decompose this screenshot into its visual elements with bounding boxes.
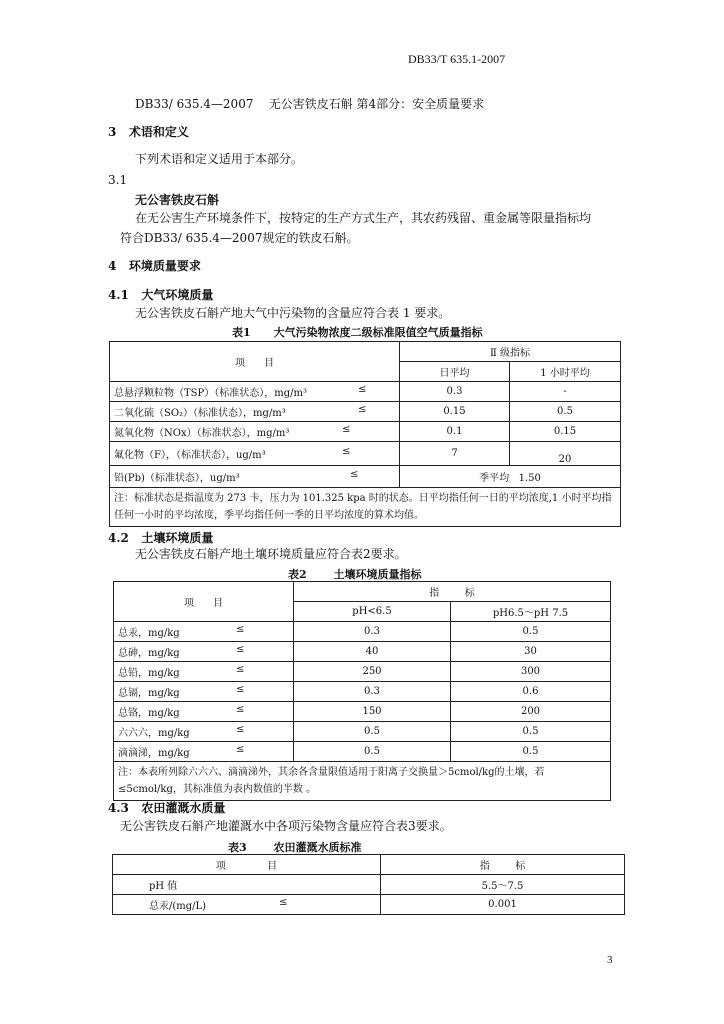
section-4-3-heading: 4.3 农田灌溉水质量 <box>108 801 226 815</box>
section-3-heading: 3 术语和定义 <box>108 125 189 139</box>
table-1-row-item: 总悬浮颗粒物（TSP）（标准状态），mg/m³ ≤ <box>110 382 400 402</box>
table-row <box>114 662 611 682</box>
table-2-note: 注：本表所列除六六六、滴滴涕外，其余各含量限值适用于阳离子交换量＞5cmol/kg的土壤，若≤5cmol/kg，其标准值为表内数值的半数 。 <box>114 762 611 801</box>
table-1 <box>109 341 621 527</box>
table-3-row-value: 0.001 <box>381 895 625 915</box>
table-1-row-item: 氮氧化物（NOx）（标准状态），mg/m³ ≤ <box>110 422 400 442</box>
table-1-head-level: Ⅱ 级指标 <box>400 342 621 362</box>
table-3-head-item: 项 目 <box>113 855 381 875</box>
table-2-row-item: 总镉，mg/kg ≤ <box>114 682 294 702</box>
table-row <box>113 895 625 915</box>
table-1-row-hourly: 20 <box>510 442 621 466</box>
table-2-row-value-low: 0.3 <box>294 682 451 702</box>
section-4-3-intro: 无公害铁皮石斛产地灌溉水中各项污染物含量应符合表3要求。 <box>120 819 452 833</box>
section-4-1-heading: 4.1 大气环境质量 <box>108 288 214 302</box>
table-row <box>110 422 621 442</box>
table-row <box>114 642 611 662</box>
table-2-row-value-low: 150 <box>294 702 451 722</box>
table-2-row-value-mid: 0.5 <box>451 722 611 742</box>
table-1-caption: 表1 大气污染物浓度二级标准限值空气质量指标 <box>232 326 483 339</box>
table-3-row-item: 总汞/(mg/L) ≤ <box>113 895 381 915</box>
section-3-intro: 下列术语和定义适用于本部分。 <box>135 152 304 166</box>
section-3-1-definition-line1: 在无公害生产环境条件下，按特定的生产方式生产，其农药残留、重金属等限量指标均 <box>135 211 592 225</box>
table-2-row-value-mid: 0.5 <box>451 622 611 642</box>
table-1-row-item: 氟化物（F），（标准状态），ug/m³ ≤ <box>110 442 400 466</box>
table-1-head-hourly: 1 小时平均 <box>510 362 621 382</box>
table-row <box>114 722 611 742</box>
table-3-head-index: 指 标 <box>381 855 625 875</box>
table-2-head-ph-low: pH<6.5 <box>294 602 451 622</box>
table-row <box>110 442 621 466</box>
table-2-row-item: 滴滴涕，mg/kg ≤ <box>114 742 294 762</box>
table-1-head-item: 项 目 <box>110 342 400 382</box>
table-2-row-value-mid: 0.6 <box>451 682 611 702</box>
table-2-row-item: 六六六，mg/kg ≤ <box>114 722 294 742</box>
table-2-row-value-mid: 300 <box>451 662 611 682</box>
table-2-row-item: 总铅，mg/kg ≤ <box>114 662 294 682</box>
header-code: DB33/T 635.1-2007 <box>408 52 506 66</box>
section-4-2-heading: 4.2 土壤环境质量 <box>108 531 214 545</box>
table-2-head-ph-mid: pH6.5～pH 7.5 <box>451 602 611 622</box>
table-2-caption: 表2 土壤环境质量指标 <box>288 568 422 581</box>
table-1-row-daily: 0.15 <box>400 402 510 422</box>
table-2-row-value-low: 0.5 <box>294 742 451 762</box>
table-row <box>114 702 611 722</box>
table-row <box>113 875 625 895</box>
table-row <box>114 622 611 642</box>
table-2-head-index: 指 标 <box>294 582 611 602</box>
table-3-row-item: pH 值 <box>113 875 381 895</box>
table-2-row-value-mid: 30 <box>451 642 611 662</box>
section-3-1-number: 3.1 <box>108 173 128 187</box>
table-1-row-daily: 7 <box>400 442 510 466</box>
page-number: 3 <box>607 954 613 966</box>
table-2-row-value-low: 0.3 <box>294 622 451 642</box>
table-2-head-item: 项 目 <box>114 582 294 622</box>
table-3-row-value: 5.5～7.5 <box>381 875 625 895</box>
table-row <box>110 382 621 402</box>
table-1-note: 注：标准状态是指温度为 273 卡，压力为 101.325 kpa 时的状态。日平均指任何一日的平均浓度,1 小时平均指任何一小时的平均浓度，季平均指任何一季的日平均浓度的算术均值。 <box>110 488 621 527</box>
table-row <box>110 466 621 488</box>
section-3-1-term: 无公害铁皮石斛 <box>135 193 220 207</box>
table-2-row-value-mid: 200 <box>451 702 611 722</box>
section-4-heading: 4 环境质量要求 <box>108 259 201 273</box>
table-3-caption: 表3 农田灌溉水质标准 <box>228 841 362 854</box>
table-2-row-item: 总砷，mg/kg ≤ <box>114 642 294 662</box>
table-2-row-value-low: 40 <box>294 642 451 662</box>
table-2-row-item: 总汞，mg/kg ≤ <box>114 622 294 642</box>
table-1-row-item: 二氧化硫（SO₂）（标准状态），mg/m³ ≤ <box>110 402 400 422</box>
table-1-row-daily: 0.3 <box>400 382 510 402</box>
table-2 <box>113 581 611 801</box>
table-1-lead-item: 铅(Pb)（标准状态），ug/m³ ≤ <box>110 466 400 488</box>
section-3-1-definition-line2: 符合DB33/ 635.4—2007规定的铁皮石斛。 <box>120 231 359 245</box>
table-1-row-daily: 0.1 <box>400 422 510 442</box>
table-1-row-hourly: 0.5 <box>510 402 621 422</box>
table-1-lead-value: 季平均 1.50 <box>400 466 621 488</box>
table-1-head-daily: 日平均 <box>400 362 510 382</box>
table-2-row-item: 总铬，mg/kg ≤ <box>114 702 294 722</box>
table-row <box>114 742 611 762</box>
table-2-row-value-low: 250 <box>294 662 451 682</box>
table-2-row-value-mid: 0.5 <box>451 742 611 762</box>
table-2-row-value-low: 0.5 <box>294 722 451 742</box>
reference-standard-line: DB33/ 635.4—2007 无公害铁皮石斛 第4部分：安全质量要求 <box>135 97 485 111</box>
table-1-row-hourly: - <box>510 382 621 402</box>
table-row <box>114 682 611 702</box>
table-row <box>110 402 621 422</box>
section-4-1-intro: 无公害铁皮石斛产地大气中污染物的含量应符合表 1 要求。 <box>135 306 451 320</box>
table-1-row-hourly: 0.15 <box>510 422 621 442</box>
table-3 <box>112 854 625 915</box>
section-4-2-intro: 无公害铁皮石斛产地土壤环境质量应符合表2要求。 <box>135 547 407 561</box>
